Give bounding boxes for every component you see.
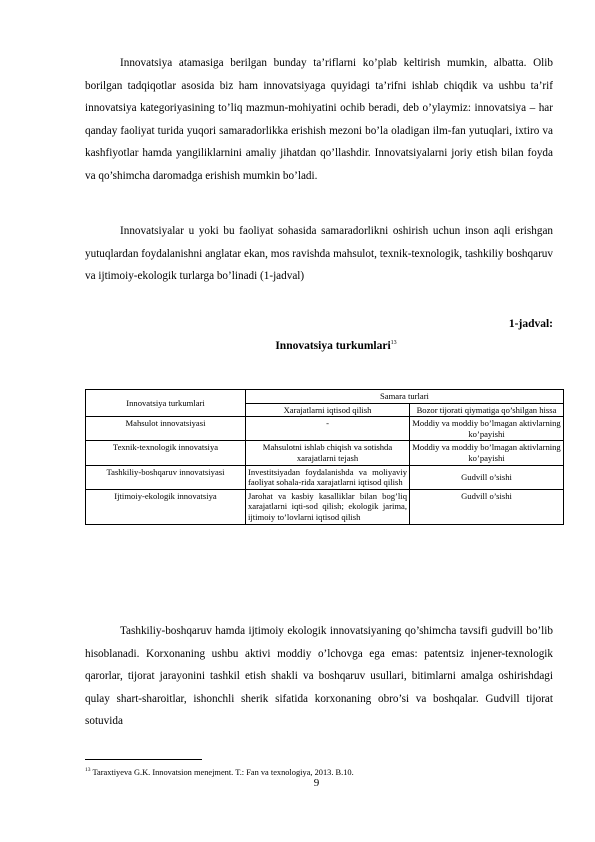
header-cost-savings: Xarajatlarni iqtisod qilish [246, 403, 410, 417]
cell-cost: - [246, 417, 410, 441]
cell-market: Moddiy va moddiy bo’lmagan aktivlarning ko’payishi [410, 417, 564, 441]
header-innovation-types: Innovatsiya turkumlari [86, 390, 246, 417]
cell-cost: Investitsiyadan foydalanishda va moliyaviy faoliyat sohala-rida xarajatlarni iqtisod qilish [246, 465, 410, 489]
cell-type: Mahsulot innovatsiyasi [86, 417, 246, 441]
cell-type: Texnik-texnologik innovatsiya [86, 441, 246, 465]
cell-cost: Jarohat va kasbiy kasalliklar bilan bog’liq xarajatlarni iqti-sod qilish; ekologik jarima, ijtimoiy to’lovlarni iqtisod qilish [246, 489, 410, 524]
table-label: 1-jadval: [508, 318, 553, 330]
innovation-types-table [85, 389, 564, 525]
footnote [85, 765, 354, 778]
table-row [86, 417, 564, 441]
table-row [86, 465, 564, 489]
table-row [86, 489, 564, 524]
cell-cost: Mahsulotni ishlab chiqish va sotishda xarajatlarni tejash [246, 441, 410, 465]
header-market-value: Bozor tijorati qiymatiga qo’shilgan hissa [410, 403, 564, 417]
header-effect-types: Samara turlari [246, 390, 564, 404]
cell-market: Gudvill o’sishi [410, 465, 564, 489]
footnote-ref: 13 [85, 767, 91, 773]
paragraph-innovation-types: Innovatsiyalar u yoki bu faoliyat sohasida samaradorlikni oshirish uchun inson aqli erishgan yutuqlardan foydalanishni anglatar ekan, mos ravishda mahsulot, texnik-texnologik, tashkiliy boshqaruv va ijtimoiy-ekologik turlarga bo’linadi (1-jadval) [85, 225, 553, 283]
table-title-text: Innovatsiya turkumlari [275, 340, 391, 352]
table-row [86, 441, 564, 465]
page-number: 9 [313, 777, 320, 789]
table-title-footnote-ref: 13 [390, 340, 397, 347]
paragraph-goodwill: Tashkiliy-boshqaruv hamda ijtimoiy ekologik innovatsiyaning qo’shimcha tavsifi gudvill bo’lib hisoblanadi. Korxonaning ushbu aktivi moddiy o’lchovga ega emas: patentsiz injener-texnologik qarorlar, tijorat jarayonini tashkil etish shakli va boshqaruv usullari, bitimlarni amalga oshirishdagi qulay shart-sharoitlar, ishonchli sherik sifatida korxonaning obro’si va boshqalar. Gudvill tijorat sotuvida [85, 625, 553, 728]
footnote-text: Taraxtiyeva G.K. Innovatsion menejment. T.: Fan va texnologiya, 2013. B.10. [92, 767, 354, 777]
footnote-divider [85, 759, 202, 760]
cell-type: Tashkiliy-boshqaruv innovatsiyasi [86, 465, 246, 489]
table-header-row [86, 390, 564, 404]
table-title [0, 340, 595, 352]
cell-market: Moddiy va moddiy bo’lmagan aktivlarning ko’payishi [410, 441, 564, 465]
paragraph-innovation-definition: Innovatsiya atamasiga berilgan bunday ta’riflarni ko’plab keltirish mumkin, albatta. Olib borilgan tadqiqotlar asosida biz ham innovatsiyaga quyidagi ta’rifni ishlab chiqdik va ushbu ta’rif innovatsiya kategoriyasining to’liq mazmun-mohiyatini ochib beradi, deb o’ylaymiz: innovatsiya – har qanday faoliyat turida yuqori samaradorlikka erishish mezoni bo’la oladigan ilm-fan yutuqlari, ixtiro va kashfiyotlar hamda yangiliklarnini amaliy jihatdan qo’llashdir. Innovatsiyalarni joriy etish bilan foyda va qo’shimcha daromadga erishish mumkin bo’ladi. [85, 57, 553, 182]
cell-type: Ijtimoiy-ekologik innovatsiya [86, 489, 246, 524]
cell-market: Gudvill o’sishi [410, 489, 564, 524]
